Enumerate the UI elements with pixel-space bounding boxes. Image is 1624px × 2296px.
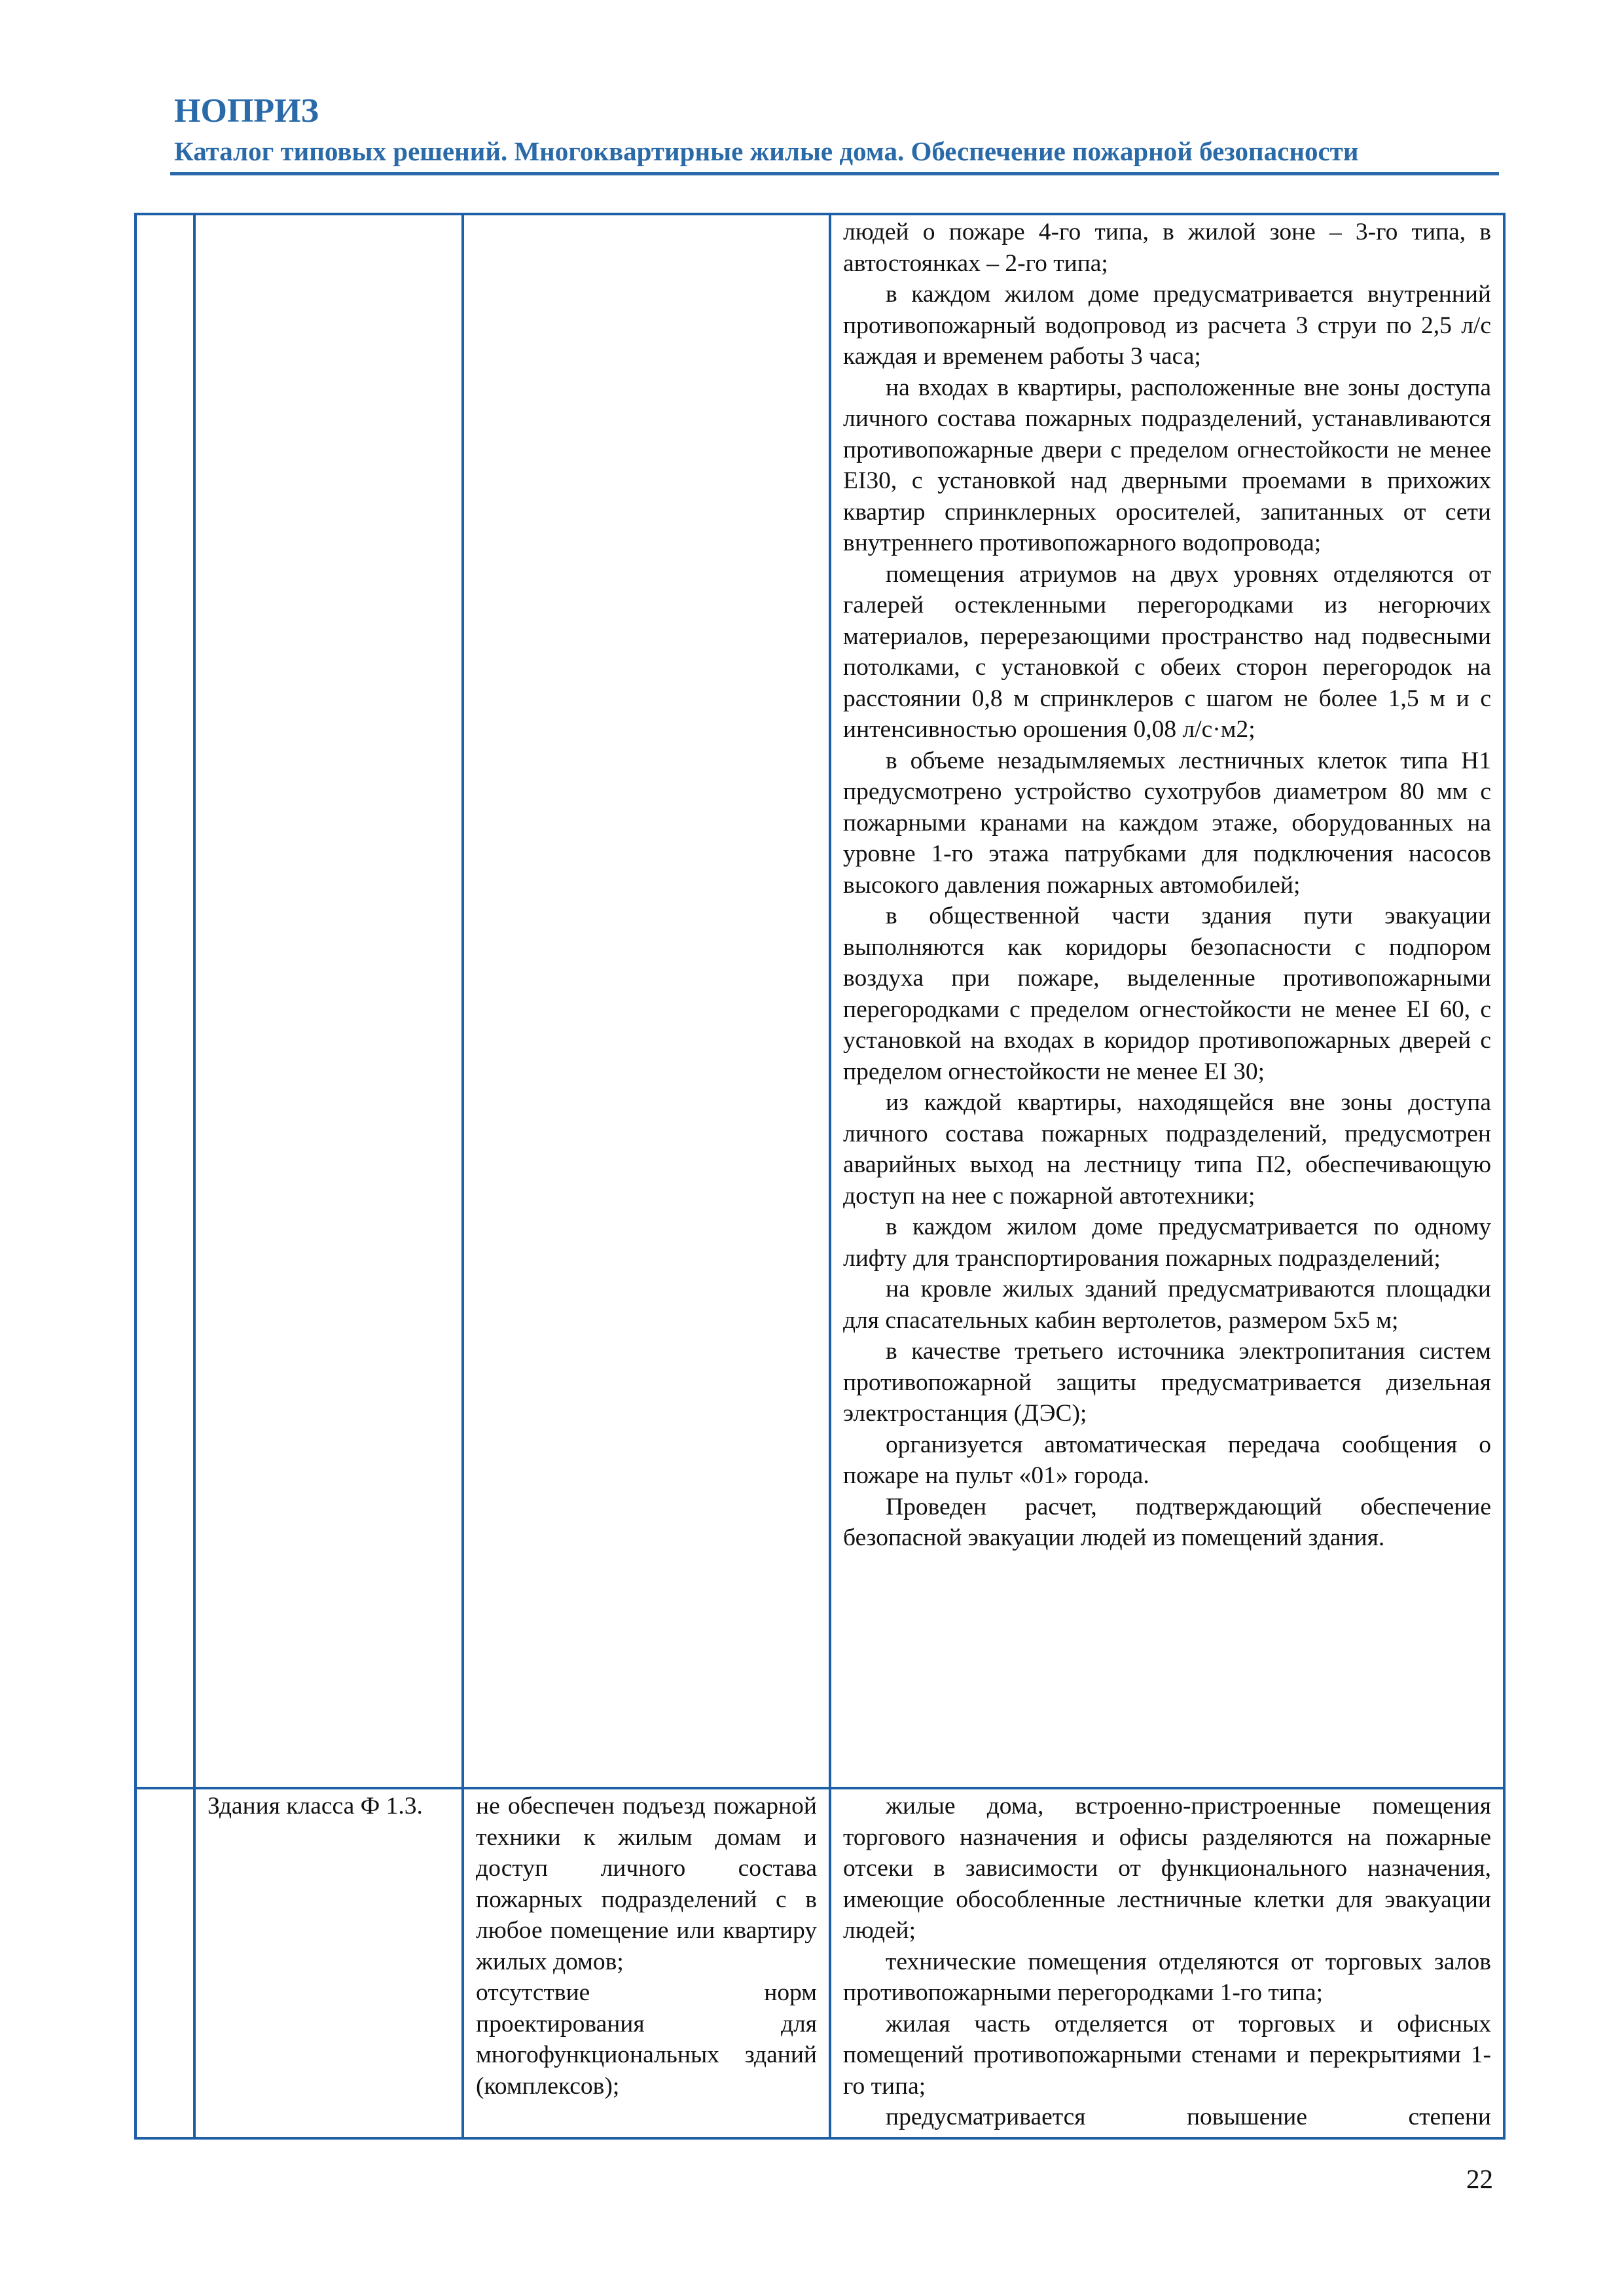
- solution-paragraph: технические помещения отделяются от торговых залов противопожарными перегородками 1-го типа;: [843, 1948, 1491, 2006]
- table-cell-problems: [463, 1788, 830, 2138]
- table-cell-solutions: [830, 214, 1504, 1788]
- problem-paragraph: не обеспечен подъезд пожарной техники к жилым домам и доступ личного состава пожарных подразделений с в любое помещение или квартиру жилых домов;: [476, 1793, 817, 1975]
- solution-paragraph: жилая часть отделяется от торговых и офисных помещений противопожарными стенами и перекрытиями 1-го типа;: [843, 2010, 1491, 2100]
- solution-paragraph: жилые дома, встроенно-пристроенные помещения торгового назначения и офисы разделяются на пожарные отсеки в зависимости от функционального назначения, имеющие обособленные лестничные клетки для эвакуации людей;: [843, 1793, 1491, 1944]
- solution-paragraph: из каждой квартиры, находящейся вне зоны доступа личного состава пожарных подразделений, предусмотрен аварийных выход на лестницу типа П2, обеспечивающую доступ на нее с пожарной автотехники;: [843, 1089, 1491, 1210]
- solution-paragraph: в объеме незадымляемых лестничных клеток типа Н1 предусмотрено устройство сухотрубов диаметром 80 мм с пожарными кранами на каждом этаже, оборудованных на уровне 1-го этажа патрубками для подключения насосов высокого давления пожарных автомобилей;: [843, 747, 1491, 899]
- solution-paragraph: в каждом жилом доме предусматривается по одному лифту для транспортирования пожарных подразделений;: [843, 1213, 1491, 1272]
- solution-paragraph: помещения атриумов на двух уровнях отделяются от галерей остекленными перегородками из негорючих материалов, перерезающими пространство над подвесными потолками, с установкой с обеих сторон перегородок на расстоянии 0,8 м спринклеров с шагом не более 1,5 м и с интенсивностью орошения 0,08 л/с·м2;: [843, 560, 1491, 743]
- table-cell-building-class: [194, 214, 463, 1788]
- table-cell-building-class: [194, 1788, 463, 2138]
- solution-paragraph: на входах в квартиры, расположенные вне зоны доступа личного состава пожарных подразделений, устанавливаются противопожарные двери с пределом огнестойкости не менее EI30, с установкой над дверными проемами в прихожих квартир спринклерных оросителей, запитанных от сети внутреннего противопожарного водопровода;: [843, 374, 1491, 556]
- problem-paragraph: отсутствие норм проектирования для многофункциональных зданий (комплексов);: [476, 1979, 817, 2100]
- header-title: НОПРИЗ: [174, 92, 319, 130]
- solution-paragraph: организуется автоматическая передача сообщения о пожаре на пульт «01» города.: [843, 1431, 1491, 1489]
- solution-paragraph: в каждом жилом доме предусматривается внутренний противопожарный водопровод из расчета 3 струи по 2,5 л/с каждая и временем работы 3 часа;: [843, 281, 1491, 370]
- header-subtitle: Каталог типовых решений. Многоквартирные жилые дома. Обеспечение пожарной безопасности: [174, 136, 1359, 166]
- header-rule: [170, 172, 1499, 175]
- solution-paragraph: в качестве третьего источника электропитания систем противопожарной защиты предусматривается дизельная электростанция (ДЭС);: [843, 1338, 1491, 1427]
- building-class-text: Здания класса Ф 1.3.: [208, 1793, 423, 1820]
- table-cell-number: [135, 214, 194, 1788]
- solution-paragraph: предусматривается повышение степени: [886, 2104, 1491, 2130]
- table-row: [135, 214, 1504, 1788]
- table-row: [135, 1788, 1504, 2138]
- table-cell-number: [135, 1788, 194, 2138]
- solution-paragraph: на кровле жилых зданий предусматриваются площадки для спасательных кабин вертолетов, размером 5х5 м;: [843, 1276, 1491, 1334]
- page-number: 22: [1466, 2164, 1493, 2194]
- table-cell-solutions: [830, 1788, 1504, 2138]
- table-cell-problems: [463, 214, 830, 1788]
- fire-safety-table: [134, 213, 1506, 2140]
- solution-paragraph: людей о пожаре 4-го типа, в жилой зоне – 3-го типа, в автостоянках – 2-го типа;: [843, 219, 1491, 277]
- solution-paragraph: Проведен расчет, подтверждающий обеспечение безопасной эвакуации людей из помещений здания.: [843, 1493, 1491, 1551]
- solution-paragraph: в общественной части здания пути эвакуации выполняются как коридоры безопасности с подпором воздуха при пожаре, выделенные противопожарными перегородками с пределом огнестойкости не менее EI 60, с установкой на входах в коридор противопожарных дверей с пределом огнестойкости не менее EI 30;: [843, 903, 1491, 1085]
